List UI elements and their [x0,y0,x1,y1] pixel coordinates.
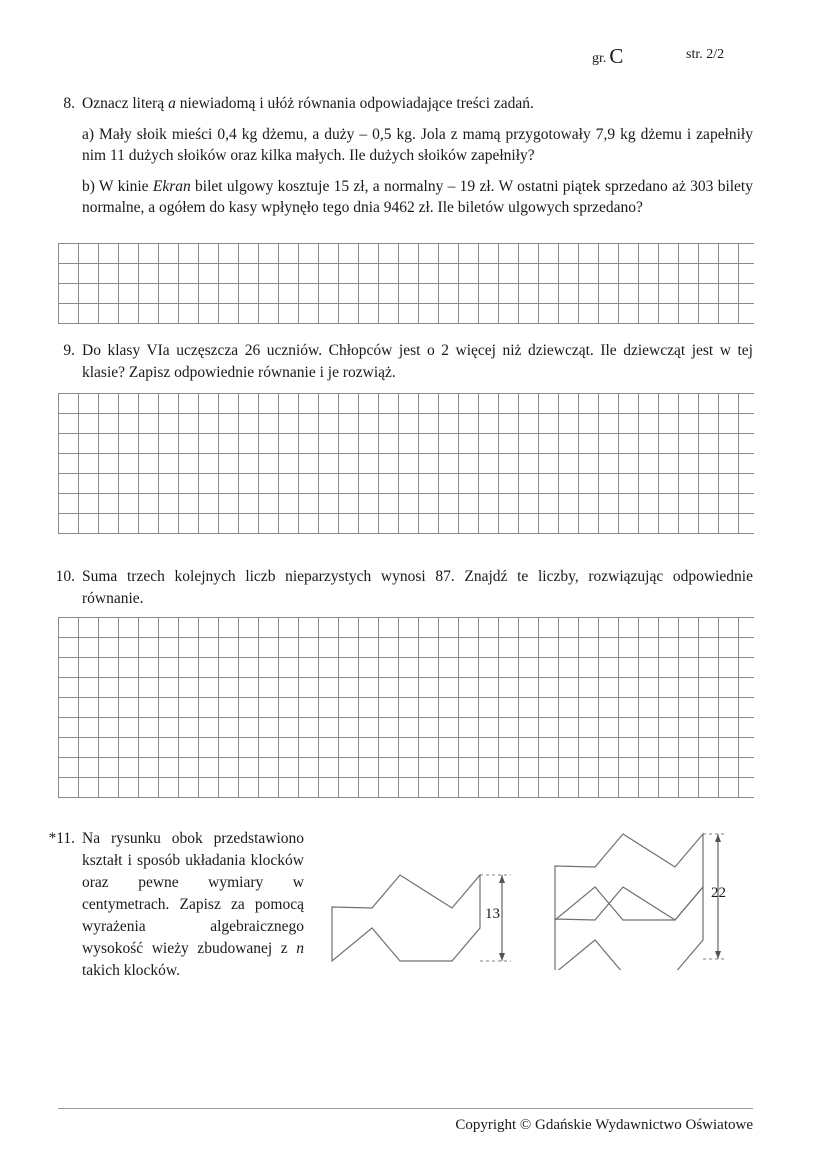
task-9-number: 9. [63,342,75,359]
page-number-label: str. 2/2 [686,47,725,62]
footer-copyright: Copyright © Gdańskie Wydawnictwo Oświatowe [455,1117,753,1133]
figure-stacked-blocks [548,820,728,970]
figure-single-block [325,868,515,973]
page-header [0,44,828,72]
task-10-body: Suma trzech kolejnych liczb nieparzystych wynosi 87. Znajdź te liczby, rozwiązując odpowiednie równanie. [82,568,753,607]
task-8-intro-pre: Oznacz literą [82,95,169,112]
task-11-number: *11. [48,830,75,847]
task-8-intro-variable: a [168,95,176,112]
arrowhead-top-icon [499,875,505,883]
task-8-part-b-pre: b) W kinie [82,177,153,195]
group-label: gr. [592,51,607,66]
task-8-intro [82,93,753,115]
task-11-text-pre: Na rysunku obok przedstawiono kształt i sposób układania klocków oraz pewne wymiary w centymetrach. Zapisz za pomocą wyrażenia algebraicznego wysokość wieży zbudowanej z [82,830,304,957]
answer-grid-task-9[interactable] [58,393,754,534]
stacked-blocks-dimension-label: 22 [711,885,726,901]
block-outline-lower [555,887,703,970]
task-8-intro-post: niewiadomą i ułóż równania odpowiadające treści zadań. [175,95,534,112]
task-8-part-b [82,176,753,219]
block-outline [332,875,480,961]
answer-grid-task-10[interactable] [58,617,754,798]
task-10-number: 10. [55,568,75,585]
arrowhead-top-icon [715,834,721,842]
group-indicator [592,44,623,69]
task-8-number: 8. [63,95,75,112]
task-11-body [82,828,304,982]
task-11-text-post: takich klocków. [82,962,180,979]
arrowhead-bottom-icon [715,951,721,959]
block-outline-upper [555,834,703,920]
group-letter: C [609,44,624,68]
stacked-blocks-svg [548,820,728,970]
task-9-body: Do klasy VIa uczęszcza 26 uczniów. Chłopców jest o 2 więcej niż dziewcząt. Ile dziewcząt jest w tej klasie? Zapisz odpowiednie równanie i je rozwiąż. [82,342,753,381]
task-8-part-b-post: bilet ulgowy kosztuje 15 zł, a normalny – 19 zł. W ostatni piątek sprzedano aż 303 bilety normalne, a ogółem do kasy wpłynęło tego dnia 9462 zł. Ile biletów ulgowych sprzedano? [82,177,753,216]
task-8-body [82,93,753,219]
arrowhead-bottom-icon [499,953,505,961]
answer-grid-task-8[interactable] [58,243,754,324]
task-11-variable: n [296,940,304,957]
footer-divider [58,1108,753,1109]
single-block-dimension-label: 13 [485,906,500,922]
task-8-part-a: a) Mały słoik mieści 0,4 kg dżemu, a duży – 0,5 kg. Jola z mamą przygotowały 7,9 kg dżemu i zapełniły nim 11 dużych słoików oraz kilka małych. Ile dużych słoików zapełniły? [82,125,753,164]
task-8-cinema-name: Ekran [152,177,191,195]
